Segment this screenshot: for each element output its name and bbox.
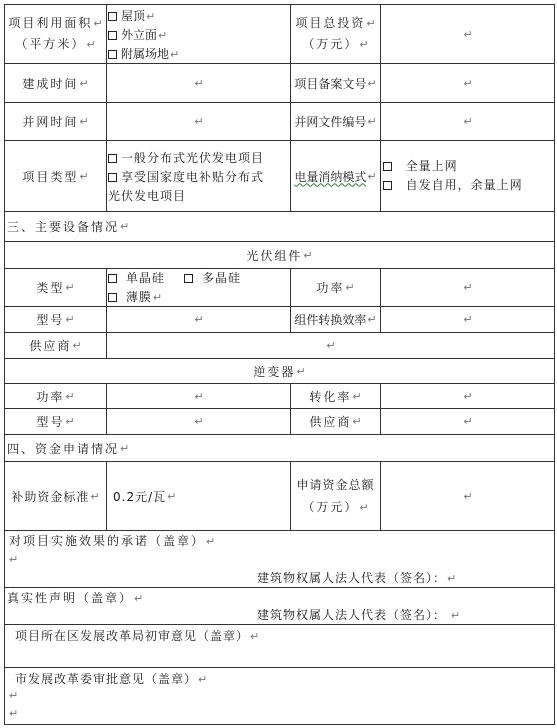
pv-efficiency-field[interactable] [381,307,554,332]
city-opinion-cell[interactable] [5,668,554,724]
inverter-header: 逆变器 [253,364,296,379]
project-type-options-cell [108,149,290,209]
checkbox-site[interactable] [108,45,290,64]
checkbox-film[interactable] [108,290,152,304]
pv-type-label: 类型 [36,281,65,295]
subsidy-label-cell [5,462,106,530]
pv-supplier-field[interactable] [107,333,554,358]
section-4-title-cell [7,435,553,461]
pv-type-options-cell [108,269,290,306]
checkbox-icon [108,173,117,182]
checkbox-icon [383,181,392,190]
filing-no-label: 项目备案文号 [294,76,367,91]
paragraph-mark-icon: ↵ [447,572,457,585]
paragraph-mark-icon: ↵ [194,389,204,403]
area-label: 项目利用面积 [8,16,93,30]
paragraph-mark-icon: ↵ [463,76,473,90]
paragraph-mark-icon: ↵ [79,115,89,128]
conversion-field[interactable] [381,384,554,408]
paragraph-mark-icon: ↵ [167,489,177,503]
inv-model-label-cell [5,409,106,434]
checkbox-icon [108,12,117,21]
total-invest-label-cell [291,5,380,63]
paragraph-mark-icon: ↵ [170,48,180,61]
paragraph-mark-icon: ↵ [158,29,168,42]
pv-model-label-cell [5,307,106,332]
checkbox-label-site: 附属场地 [121,47,170,61]
checkbox-label-general-pv: 一般分布式光伏发电项目 [121,151,265,165]
paragraph-mark-icon: ↵ [79,76,89,90]
city-opinion-label: 市发展改革委审批意见（盖章） [15,672,198,686]
paragraph-mark-icon: ↵ [303,248,313,262]
paragraph-mark-icon: ↵ [198,673,208,686]
paragraph-mark-icon: ↵ [463,313,473,326]
paragraph-mark-icon: ↵ [65,281,75,294]
paragraph-mark-icon: ↵ [345,281,355,294]
paragraph-mark-icon: ↵ [463,389,473,403]
pv-supplier-label-cell [5,333,106,358]
paragraph-mark-icon: ↵ [250,630,260,643]
grid-time-label: 并网时间 [22,115,79,129]
checkbox-poly[interactable] [184,271,241,285]
filing-no-label-cell [291,64,380,102]
paragraph-mark-icon: ↵ [206,535,216,548]
paragraph-mark-icon: ↵ [146,10,156,23]
paragraph-mark-icon: ↵ [463,489,473,503]
checkbox-mono[interactable] [108,271,165,285]
section-3-title: 三、主要设备情况 [7,220,120,234]
paragraph-mark-icon: ↵ [367,169,377,183]
checkbox-facade[interactable] [108,26,290,45]
paragraph-mark-icon: ↵ [359,38,369,51]
paragraph-mark-icon: ↵ [65,415,75,428]
project-type-label: 项目类型 [22,169,79,184]
inv-supplier-label-cell [291,409,380,434]
inv-power-field[interactable] [107,384,290,408]
pv-supplier-label: 供应商 [29,339,72,353]
apply-total-label: 申请资金总额 [296,477,375,492]
inv-model-field[interactable] [107,409,290,434]
consumption-label: 电量消纳模式 [294,169,367,184]
paragraph-mark-icon: ↵ [9,553,19,566]
authenticity-label: 真实性声明（盖章） [7,591,134,605]
grid-time-field[interactable] [107,103,290,140]
paragraph-mark-icon: ↵ [86,38,96,51]
authenticity-cell[interactable] [5,588,554,624]
paragraph-mark-icon: ↵ [359,500,369,514]
pv-power-label-cell [291,269,380,306]
checkbox-self-use[interactable] [383,176,554,195]
checkbox-label-roof: 屋顶 [121,9,146,23]
inv-power-label-cell [5,384,106,408]
paragraph-mark-icon: ↵ [352,389,362,403]
pv-power-field[interactable] [381,269,554,306]
checkbox-label-mono: 单晶硅 [125,271,165,285]
paragraph-mark-icon: ↵ [194,76,204,90]
checkbox-label-facade: 外立面 [121,28,158,42]
checkbox-label-film: 薄膜 [125,290,152,304]
checkbox-icon [108,293,117,302]
inv-power-label: 功率 [36,389,65,404]
paragraph-mark-icon: ↵ [65,313,75,326]
filing-no-field[interactable] [381,64,554,102]
consumption-label-cell [291,141,380,211]
build-time-field[interactable] [107,64,290,102]
section-4-title: 四、资金申请情况 [7,441,120,456]
project-type-label-cell [5,141,106,211]
paragraph-mark-icon: ↵ [120,220,130,233]
checkbox-full-grid[interactable] [383,157,554,176]
pv-model-label: 型号 [36,313,65,327]
checkbox-roof[interactable] [108,7,290,26]
inverter-header-cell [5,359,554,383]
grid-doc-label: 并网文件编号 [294,115,367,129]
apply-total-field[interactable] [381,462,554,530]
grid-doc-field[interactable] [381,103,554,140]
paragraph-mark-icon: ↵ [463,281,473,294]
paragraph-mark-icon: ↵ [326,339,336,352]
checkbox-label-poly: 多晶硅 [201,271,241,285]
grid-line [4,724,554,725]
pv-type-label-cell [5,269,106,306]
checkbox-label-full-grid: 全量上网 [405,159,458,173]
paragraph-mark-icon: ↵ [367,76,377,90]
checkbox-general-pv[interactable] [108,149,290,168]
paragraph-mark-icon: ↵ [352,415,362,428]
pv-efficiency-label: 组件转换效率 [294,313,367,327]
total-invest-unit-label: （万元） [302,37,359,51]
checkbox-icon [108,50,117,59]
district-opinion-cell[interactable] [5,625,554,667]
total-invest-label: 项目总投资 [295,16,366,30]
pv-header-cell [5,242,554,268]
checkbox-label-subsidized-pv: 享受国家度电补贴分布式 [121,170,265,184]
apply-total-unit-label: （万元） [302,499,359,514]
paragraph-mark-icon: ↵ [463,27,473,41]
pv-power-label: 功率 [316,281,345,295]
conversion-label-cell [291,384,380,408]
paragraph-mark-icon: ↵ [152,291,164,304]
checkbox-icon [108,31,117,40]
paragraph-mark-icon: ↵ [90,489,100,503]
apply-total-label-cell [291,462,380,530]
district-opinion-label: 项目所在区发展改革局初审意见（盖章） [15,629,250,643]
subsidy-label: 补助资金标准 [11,489,90,504]
inv-supplier-label: 供应商 [309,415,352,429]
section-3-title-cell [7,212,553,241]
checkbox-icon [383,162,392,171]
paragraph-mark-icon: ↵ [194,313,204,326]
commitment-label: 对项目实施效果的承诺（盖章） [9,534,206,548]
pv-efficiency-label-cell [291,307,380,332]
checkbox-icon [108,274,117,283]
paragraph-mark-icon: ↵ [296,364,306,378]
signatory-label-2: 建筑物权属人法人代表（签名）： [257,608,447,622]
paragraph-mark-icon: ↵ [367,313,377,326]
subsidy-value: 0.2元/瓦 [113,489,167,504]
grid-doc-label-cell [291,103,380,140]
pv-header: 光伏组件 [246,248,303,263]
checkbox-icon [184,274,193,283]
area-unit-label: （平方米） [15,37,86,51]
grid-line [554,4,555,725]
paragraph-mark-icon: ↵ [93,17,103,30]
checkbox-label-self-use: 自发自用，余量上网 [405,178,523,192]
paragraph-mark-icon: ↵ [9,689,19,702]
area-options-cell [108,7,290,63]
paragraph-mark-icon: ↵ [65,389,75,403]
build-time-label: 建成时间 [22,76,79,91]
conversion-label: 转化率 [309,389,352,404]
paragraph-mark-icon: ↵ [194,415,204,428]
grid-time-label-cell [5,103,106,140]
checkbox-subsidized-pv[interactable] [108,168,290,187]
paragraph-mark-icon: ↵ [79,169,89,183]
pv-model-field[interactable] [107,307,290,332]
build-time-label-cell [5,64,106,102]
paragraph-mark-icon: ↵ [120,441,130,455]
paragraph-mark-icon: ↵ [134,592,144,605]
paragraph-mark-icon: ↵ [463,115,473,128]
grid-line [106,461,107,530]
checkbox-icon [108,154,117,163]
paragraph-mark-icon: ↵ [463,415,473,428]
subsidy-value-cell [113,462,290,530]
paragraph-mark-icon: ↵ [367,115,377,128]
consumption-options-cell [383,157,554,207]
area-label-cell [5,5,106,63]
paragraph-mark-icon: ↵ [194,115,204,128]
inv-supplier-field[interactable] [381,409,554,434]
paragraph-mark-icon: ↵ [72,339,82,352]
signatory-label-1: 建筑物权属人法人代表（签名）： [257,571,447,585]
checkbox-label-subsidized-pv-cont: 光伏发电项目 [108,189,187,203]
inv-model-label: 型号 [36,415,65,429]
paragraph-mark-icon: ↵ [366,17,376,30]
commitment-cell[interactable] [5,531,554,587]
total-invest-field[interactable] [381,5,554,63]
paragraph-mark-icon: ↵ [9,707,19,720]
paragraph-mark-icon: ↵ [450,609,461,622]
